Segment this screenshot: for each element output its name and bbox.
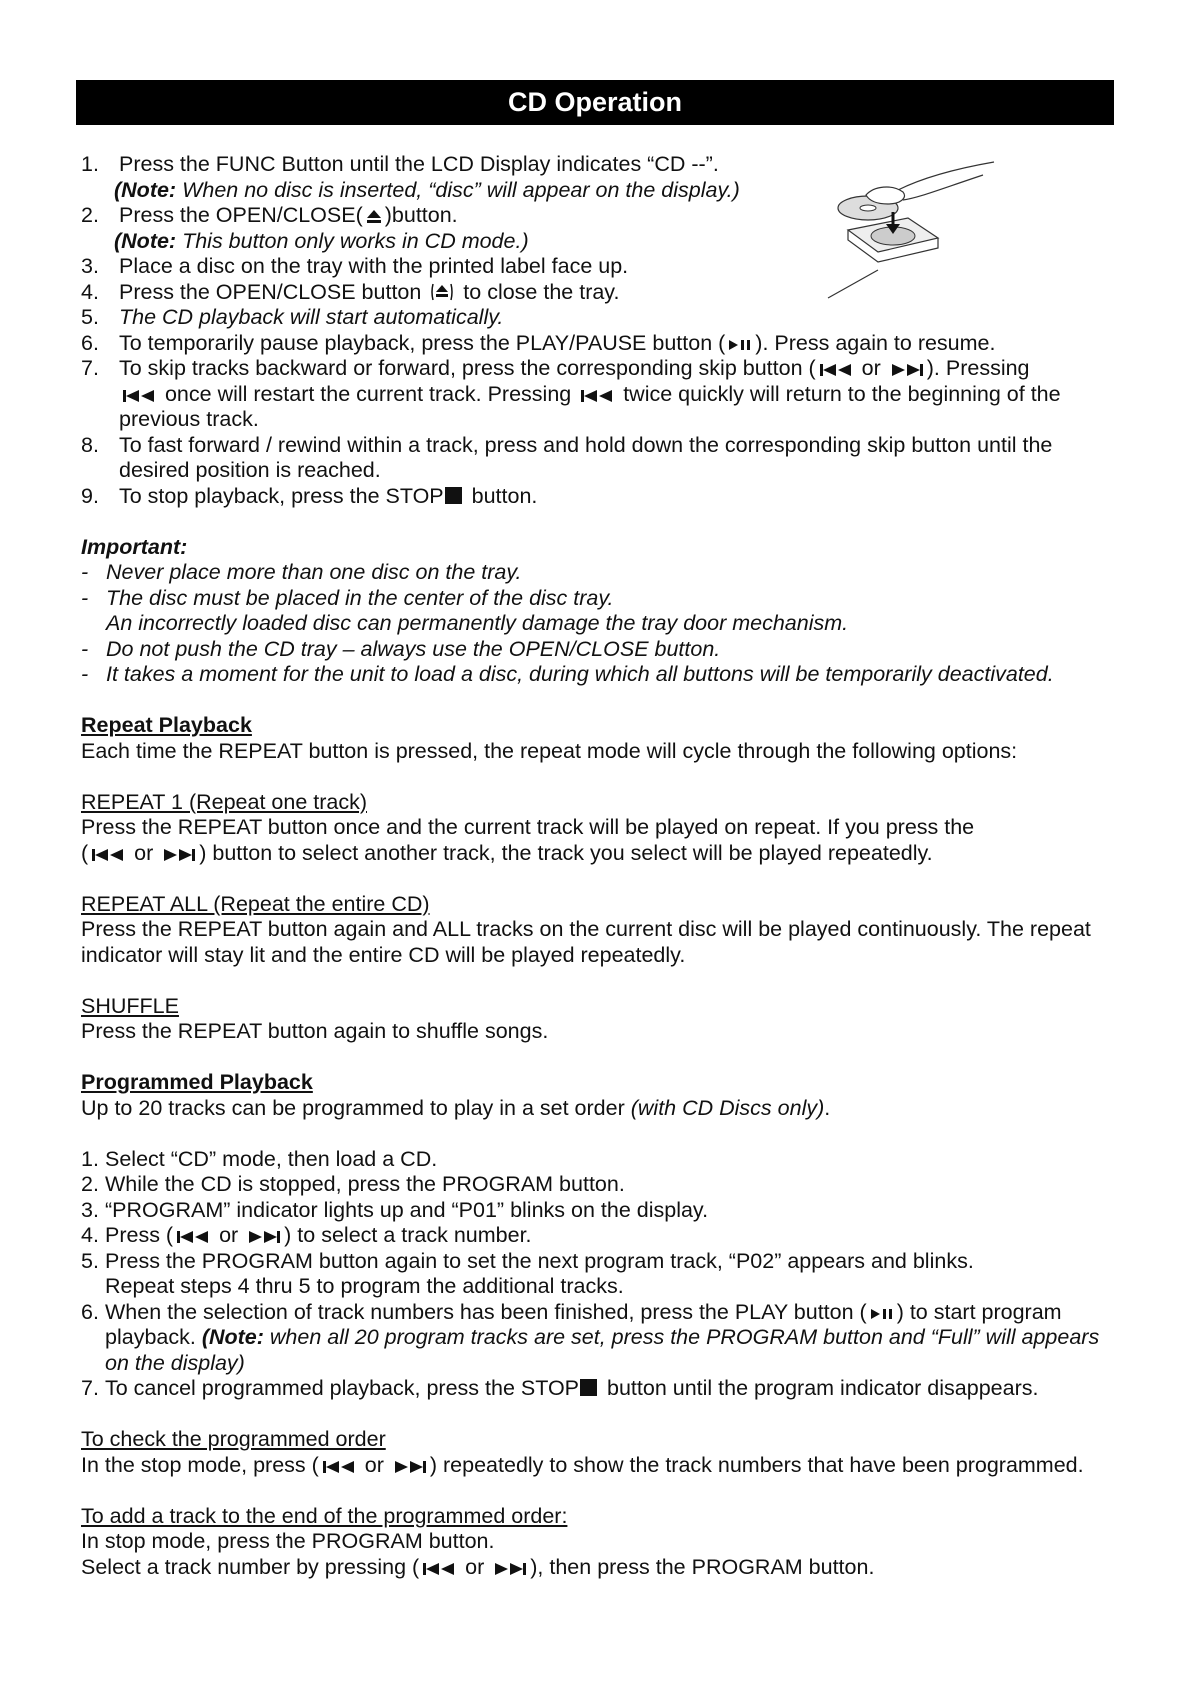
program-step-4: 4. Press ( or ) to select a track number. — [81, 1223, 532, 1247]
add-track-line-1: In stop mode, press the PROGRAM button. — [81, 1529, 495, 1553]
skip-back-icon — [819, 363, 853, 377]
program-step-5: 5. Press the PROGRAM button again to set the next program track, “P02” appears and blinks. Repeat steps 4 thru 5 to program the additional tracks. — [81, 1248, 974, 1298]
skip-forward-icon — [247, 1230, 281, 1244]
eject-icon — [366, 208, 382, 224]
step-2: 2. Press the OPEN/CLOSE( )button. — [81, 203, 458, 227]
step-1: 1. Press the FUNC Button until the LCD Display indicates “CD --”. — [81, 152, 719, 176]
play-pause-icon — [728, 338, 752, 352]
step-6: 6. To temporarily pause playback, press the PLAY/PAUSE button ( ). Press again to resume. — [81, 330, 996, 355]
skip-forward-icon — [493, 1562, 527, 1576]
step-1-note: (Note: When no disc is inserted, “disc” will appear on the display.) — [114, 177, 740, 202]
repeat-1-text: Press the REPEAT button once and the current track will be played on repeat. If you press the ( or ) button to select another track, the track you select will be played repeatedly. — [81, 815, 975, 865]
check-order-title: To check the programmed order — [81, 1427, 386, 1451]
important-item-continued: An incorrectly loaded disc can permanently damage the tray door mechanism. — [106, 611, 849, 635]
important-item: - It takes a moment for the unit to load a disc, during which all buttons will be temporarily deactivated. — [81, 662, 1054, 686]
program-step-1: 1. Select “CD” mode, then load a CD. — [81, 1146, 438, 1171]
important-item: - Never place more than one disc on the tray. — [81, 560, 522, 584]
step-5: 5. The CD playback will start automatically. — [81, 305, 504, 329]
shuffle-text: Press the REPEAT button again to shuffle songs. — [81, 1019, 549, 1043]
check-order-text: In the stop mode, press ( or ) repeatedly to show the track numbers that have been programmed. — [81, 1452, 1084, 1477]
repeat-all-text: Press the REPEAT button again and ALL tracks on the current disc will be played continuously. The repeat indicator will stay lit and the entire CD will be played repeatedly. — [81, 917, 1091, 967]
eject-icon — [430, 283, 454, 301]
important-item: - Do not push the CD tray – always use the OPEN/CLOSE button. — [81, 636, 721, 661]
step-8: 8. To fast forward / rewind within a track, press and hold down the corresponding skip button until the desired position is reached. — [81, 432, 1053, 482]
important-item: - The disc must be placed in the center of the disc tray. — [81, 585, 614, 610]
repeat-1-title: REPEAT 1 (Repeat one track) — [81, 789, 367, 814]
step-4: 4. Press the OPEN/CLOSE button to close the tray. — [81, 279, 620, 304]
programmed-intro: Up to 20 tracks can be programmed to play in a set order (with CD Discs only). — [81, 1095, 831, 1120]
program-step-3: 3. “PROGRAM” indicator lights up and “P01” blinks on the display. — [81, 1197, 709, 1222]
add-track-title: To add a track to the end of the programmed order: — [81, 1503, 568, 1528]
stop-icon — [580, 1379, 597, 1396]
skip-forward-icon — [162, 848, 196, 862]
skip-back-icon — [122, 389, 156, 403]
repeat-playback-heading: Repeat Playback — [81, 713, 252, 737]
skip-forward-icon — [890, 363, 924, 377]
program-step-6: 6. When the selection of track numbers has been finished, press the PLAY button ( ) to start program playback. (Note: when all 20 program tracks are set, press the PROGRAM button and “Full” will appears on the display) — [81, 1299, 1100, 1375]
skip-back-icon — [422, 1562, 456, 1576]
skip-back-icon — [580, 389, 614, 403]
skip-back-icon — [322, 1460, 356, 1474]
repeat-all-title: REPEAT ALL (Repeat the entire CD) — [81, 891, 430, 916]
program-step-2: 2. While the CD is stopped, press the PROGRAM button. — [81, 1172, 625, 1196]
shuffle-title: SHUFFLE — [81, 993, 179, 1018]
add-track-line-2: Select a track number by pressing ( or ), then press the PROGRAM button. — [81, 1554, 875, 1579]
skip-forward-icon — [393, 1460, 427, 1474]
play-pause-icon — [870, 1307, 894, 1321]
skip-back-icon — [176, 1230, 210, 1244]
skip-back-icon — [91, 848, 125, 862]
repeat-intro: Each time the REPEAT button is pressed, the repeat mode will cycle through the following options: — [81, 738, 1018, 763]
content — [81, 152, 1113, 1580]
step-7: 7. To skip tracks backward or forward, press the corresponding skip button ( or ). Pressing once will restart the current track. Pressing twice quickly will return to the beginning of the previous track. — [81, 356, 1061, 431]
program-step-7: 7. To cancel programmed playback, press the STOP button until the program indicator disappears. — [81, 1376, 1039, 1400]
programmed-playback-heading: Programmed Playback — [81, 1070, 313, 1094]
page-title: CD Operation — [76, 80, 1114, 125]
step-3: 3. Place a disc on the tray with the printed label face up. — [81, 254, 629, 278]
step-2-note: (Note: This button only works in CD mode.) — [114, 228, 529, 253]
step-9: 9. To stop playback, press the STOP button. — [81, 483, 538, 508]
important-heading: Important: — [81, 534, 188, 559]
stop-icon — [445, 487, 462, 504]
